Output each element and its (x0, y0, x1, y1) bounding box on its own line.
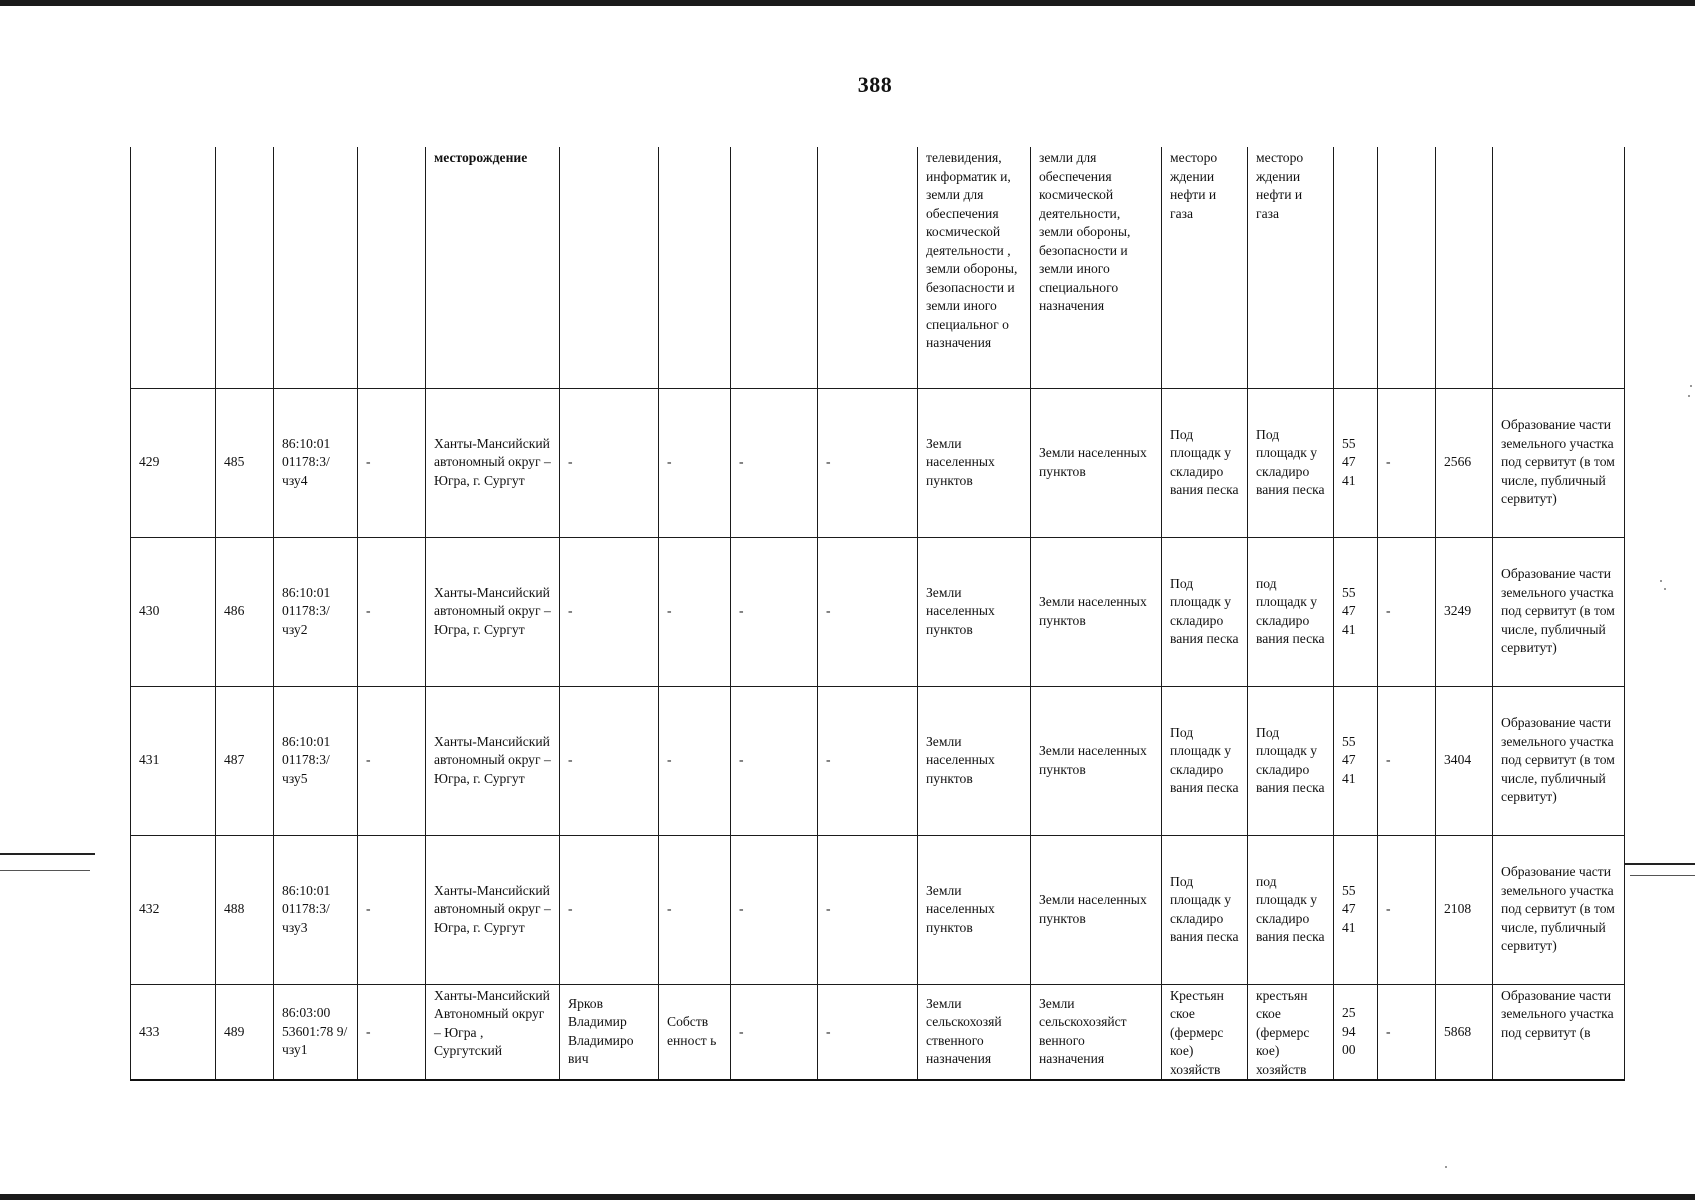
cell-c4: - (358, 388, 426, 537)
cell-right: - (659, 537, 731, 686)
cell-c4: - (358, 686, 426, 835)
cell-use1: Под площадк у складиро вания песка (1162, 537, 1248, 686)
cell-use2: под площадк у складиро вания песка (1248, 537, 1334, 686)
cell-purpose: Образование части земельного участка под сервитут (в том числе, публичный сервитут) (1493, 537, 1625, 686)
cell-c9 (818, 147, 918, 388)
cell-location: Ханты-Мансийский автономный округ – Югра, г. Сургут (426, 537, 560, 686)
cell-cadastral (274, 147, 358, 388)
table-row-continuation (131, 147, 1625, 388)
cell-c8: - (731, 686, 818, 835)
cell-id (216, 147, 274, 388)
cell-c15 (1378, 147, 1436, 388)
cell-area: 2566 (1436, 388, 1493, 537)
cell-cadastral: 86:10:01 01178:3/ чзу5 (274, 686, 358, 835)
cell-c4: - (358, 537, 426, 686)
cell-no: 432 (131, 835, 216, 984)
cell-code: 55 47 41 (1334, 835, 1378, 984)
cell-code: 55 47 41 (1334, 686, 1378, 835)
cell-right: - (659, 835, 731, 984)
cell-area (1436, 147, 1493, 388)
cell-owner (560, 147, 659, 388)
cell-owner: - (560, 686, 659, 835)
cell-cadastral: 86:03:00 53601:78 9/чзу1 (274, 984, 358, 1080)
left-margin-mark (0, 853, 95, 855)
registry-table (130, 147, 1625, 1081)
cell-id: 485 (216, 388, 274, 537)
cell-right: - (659, 686, 731, 835)
cell-use2: крестьян ское (фермерс кое) хозяйств (1248, 984, 1334, 1080)
cell-location: Ханты-Мансийский автономный округ – Югра, г. Сургут (426, 835, 560, 984)
cell-c15: - (1378, 984, 1436, 1080)
cell-c9: - (818, 537, 918, 686)
cell-id: 487 (216, 686, 274, 835)
cell-c8: - (731, 537, 818, 686)
cell-location: Ханты-Мансийский Автономный округ – Югра , Сургутский (426, 984, 560, 1080)
table-row (131, 835, 1625, 984)
right-margin-mark-thin (1630, 875, 1695, 876)
cell-category: телевидения, информатик и, земли для обеспечения космической деятельности , земли обороны, безопасности и земли иного специальног о назначения (918, 147, 1031, 388)
cell-cadastral: 86:10:01 01178:3/ чзу3 (274, 835, 358, 984)
cell-use1: Под площадк у складиро вания песка (1162, 388, 1248, 537)
table-row (131, 686, 1625, 835)
cell-c15: - (1378, 835, 1436, 984)
cell-code (1334, 147, 1378, 388)
cell-id: 489 (216, 984, 274, 1080)
cell-use1: Под площадк у складиро вания песка (1162, 835, 1248, 984)
cell-location: Ханты-Мансийский автономный округ – Югра, г. Сургут (426, 388, 560, 537)
cell-area: 3249 (1436, 537, 1493, 686)
table-row (131, 537, 1625, 686)
cell-cadastral: 86:10:01 01178:3/ чзу2 (274, 537, 358, 686)
cell-category2: Земли населенных пунктов (1031, 537, 1162, 686)
cell-c4: - (358, 984, 426, 1080)
table-row (131, 984, 1625, 1080)
cell-category2: Земли населенных пунктов (1031, 686, 1162, 835)
cell-id: 488 (216, 835, 274, 984)
cell-use2: Под площадк у складиро вания песка (1248, 388, 1334, 537)
cell-c15: - (1378, 537, 1436, 686)
cell-category2: Земли сельскохозяйст венного назначения (1031, 984, 1162, 1080)
scan-speck (1445, 1166, 1447, 1168)
cell-no: 430 (131, 537, 216, 686)
cell-no: 429 (131, 388, 216, 537)
cell-purpose: Образование части земельного участка под сервитут (в (1493, 984, 1625, 1080)
cell-c8: - (731, 835, 818, 984)
cell-no: 431 (131, 686, 216, 835)
scan-speck (1688, 395, 1690, 397)
cell-category: Земли сельскохозяй ственного назначения (918, 984, 1031, 1080)
cell-category2: земли для обеспечения космической деятельности, земли обороны, безопасности и земли иного специального назначения (1031, 147, 1162, 388)
cell-purpose: Образование части земельного участка под сервитут (в том числе, публичный сервитут) (1493, 835, 1625, 984)
cell-c15: - (1378, 388, 1436, 537)
table-row (131, 388, 1625, 537)
cell-use2: под площадк у складиро вания песка (1248, 835, 1334, 984)
right-margin-mark (1625, 863, 1695, 865)
cell-right: - (659, 388, 731, 537)
cell-right: Собств енност ь (659, 984, 731, 1080)
cell-c9: - (818, 388, 918, 537)
cell-owner: - (560, 537, 659, 686)
cell-c4 (358, 147, 426, 388)
cell-c4: - (358, 835, 426, 984)
cell-category2: Земли населенных пунктов (1031, 388, 1162, 537)
cell-category2: Земли населенных пунктов (1031, 835, 1162, 984)
cell-no: 433 (131, 984, 216, 1080)
cell-use2: Под площадк у складиро вания песка (1248, 686, 1334, 835)
cell-owner: Ярков Владимир Владимиро вич (560, 984, 659, 1080)
cell-category: Земли населенных пунктов (918, 388, 1031, 537)
cell-location: Ханты-Мансийский автономный округ – Югра, г. Сургут (426, 686, 560, 835)
cell-use2: месторо ждении нефти и газа (1248, 147, 1334, 388)
cell-code: 55 47 41 (1334, 537, 1378, 686)
cell-use1: Под площадк у складиро вания песка (1162, 686, 1248, 835)
cell-category: Земли населенных пунктов (918, 835, 1031, 984)
cell-code: 55 47 41 (1334, 388, 1378, 537)
cell-category: Земли населенных пунктов (918, 537, 1031, 686)
scan-border-bottom (0, 1194, 1695, 1200)
cell-id: 486 (216, 537, 274, 686)
left-margin-mark-thin (0, 870, 90, 871)
cell-use1: месторо ждении нефти и газа (1162, 147, 1248, 388)
scan-speck (1660, 580, 1662, 582)
cell-purpose: Образование части земельного участка под сервитут (в том числе, публичный сервитут) (1493, 686, 1625, 835)
cell-purpose (1493, 147, 1625, 388)
cell-area: 5868 (1436, 984, 1493, 1080)
scan-border-top (0, 0, 1695, 6)
cell-c9: - (818, 686, 918, 835)
cell-purpose: Образование части земельного участка под сервитут (в том числе, публичный сервитут) (1493, 388, 1625, 537)
page-number: 388 (857, 72, 893, 97)
cell-owner: - (560, 835, 659, 984)
cell-area: 3404 (1436, 686, 1493, 835)
cell-c8 (731, 147, 818, 388)
cell-owner: - (560, 388, 659, 537)
cell-c9: - (818, 984, 918, 1080)
cell-area: 2108 (1436, 835, 1493, 984)
cell-category: Земли населенных пунктов (918, 686, 1031, 835)
cell-no (131, 147, 216, 388)
scan-speck (1664, 588, 1666, 590)
scan-speck (1690, 385, 1692, 387)
cell-cadastral: 86:10:01 01178:3/ чзу4 (274, 388, 358, 537)
cell-location: месторождение (426, 147, 560, 388)
cell-use1: Крестьян ское (фермерс кое) хозяйств (1162, 984, 1248, 1080)
cell-c8: - (731, 388, 818, 537)
cell-code: 25 94 00 (1334, 984, 1378, 1080)
cell-c8: - (731, 984, 818, 1080)
cell-c9: - (818, 835, 918, 984)
cell-right (659, 147, 731, 388)
cell-c15: - (1378, 686, 1436, 835)
